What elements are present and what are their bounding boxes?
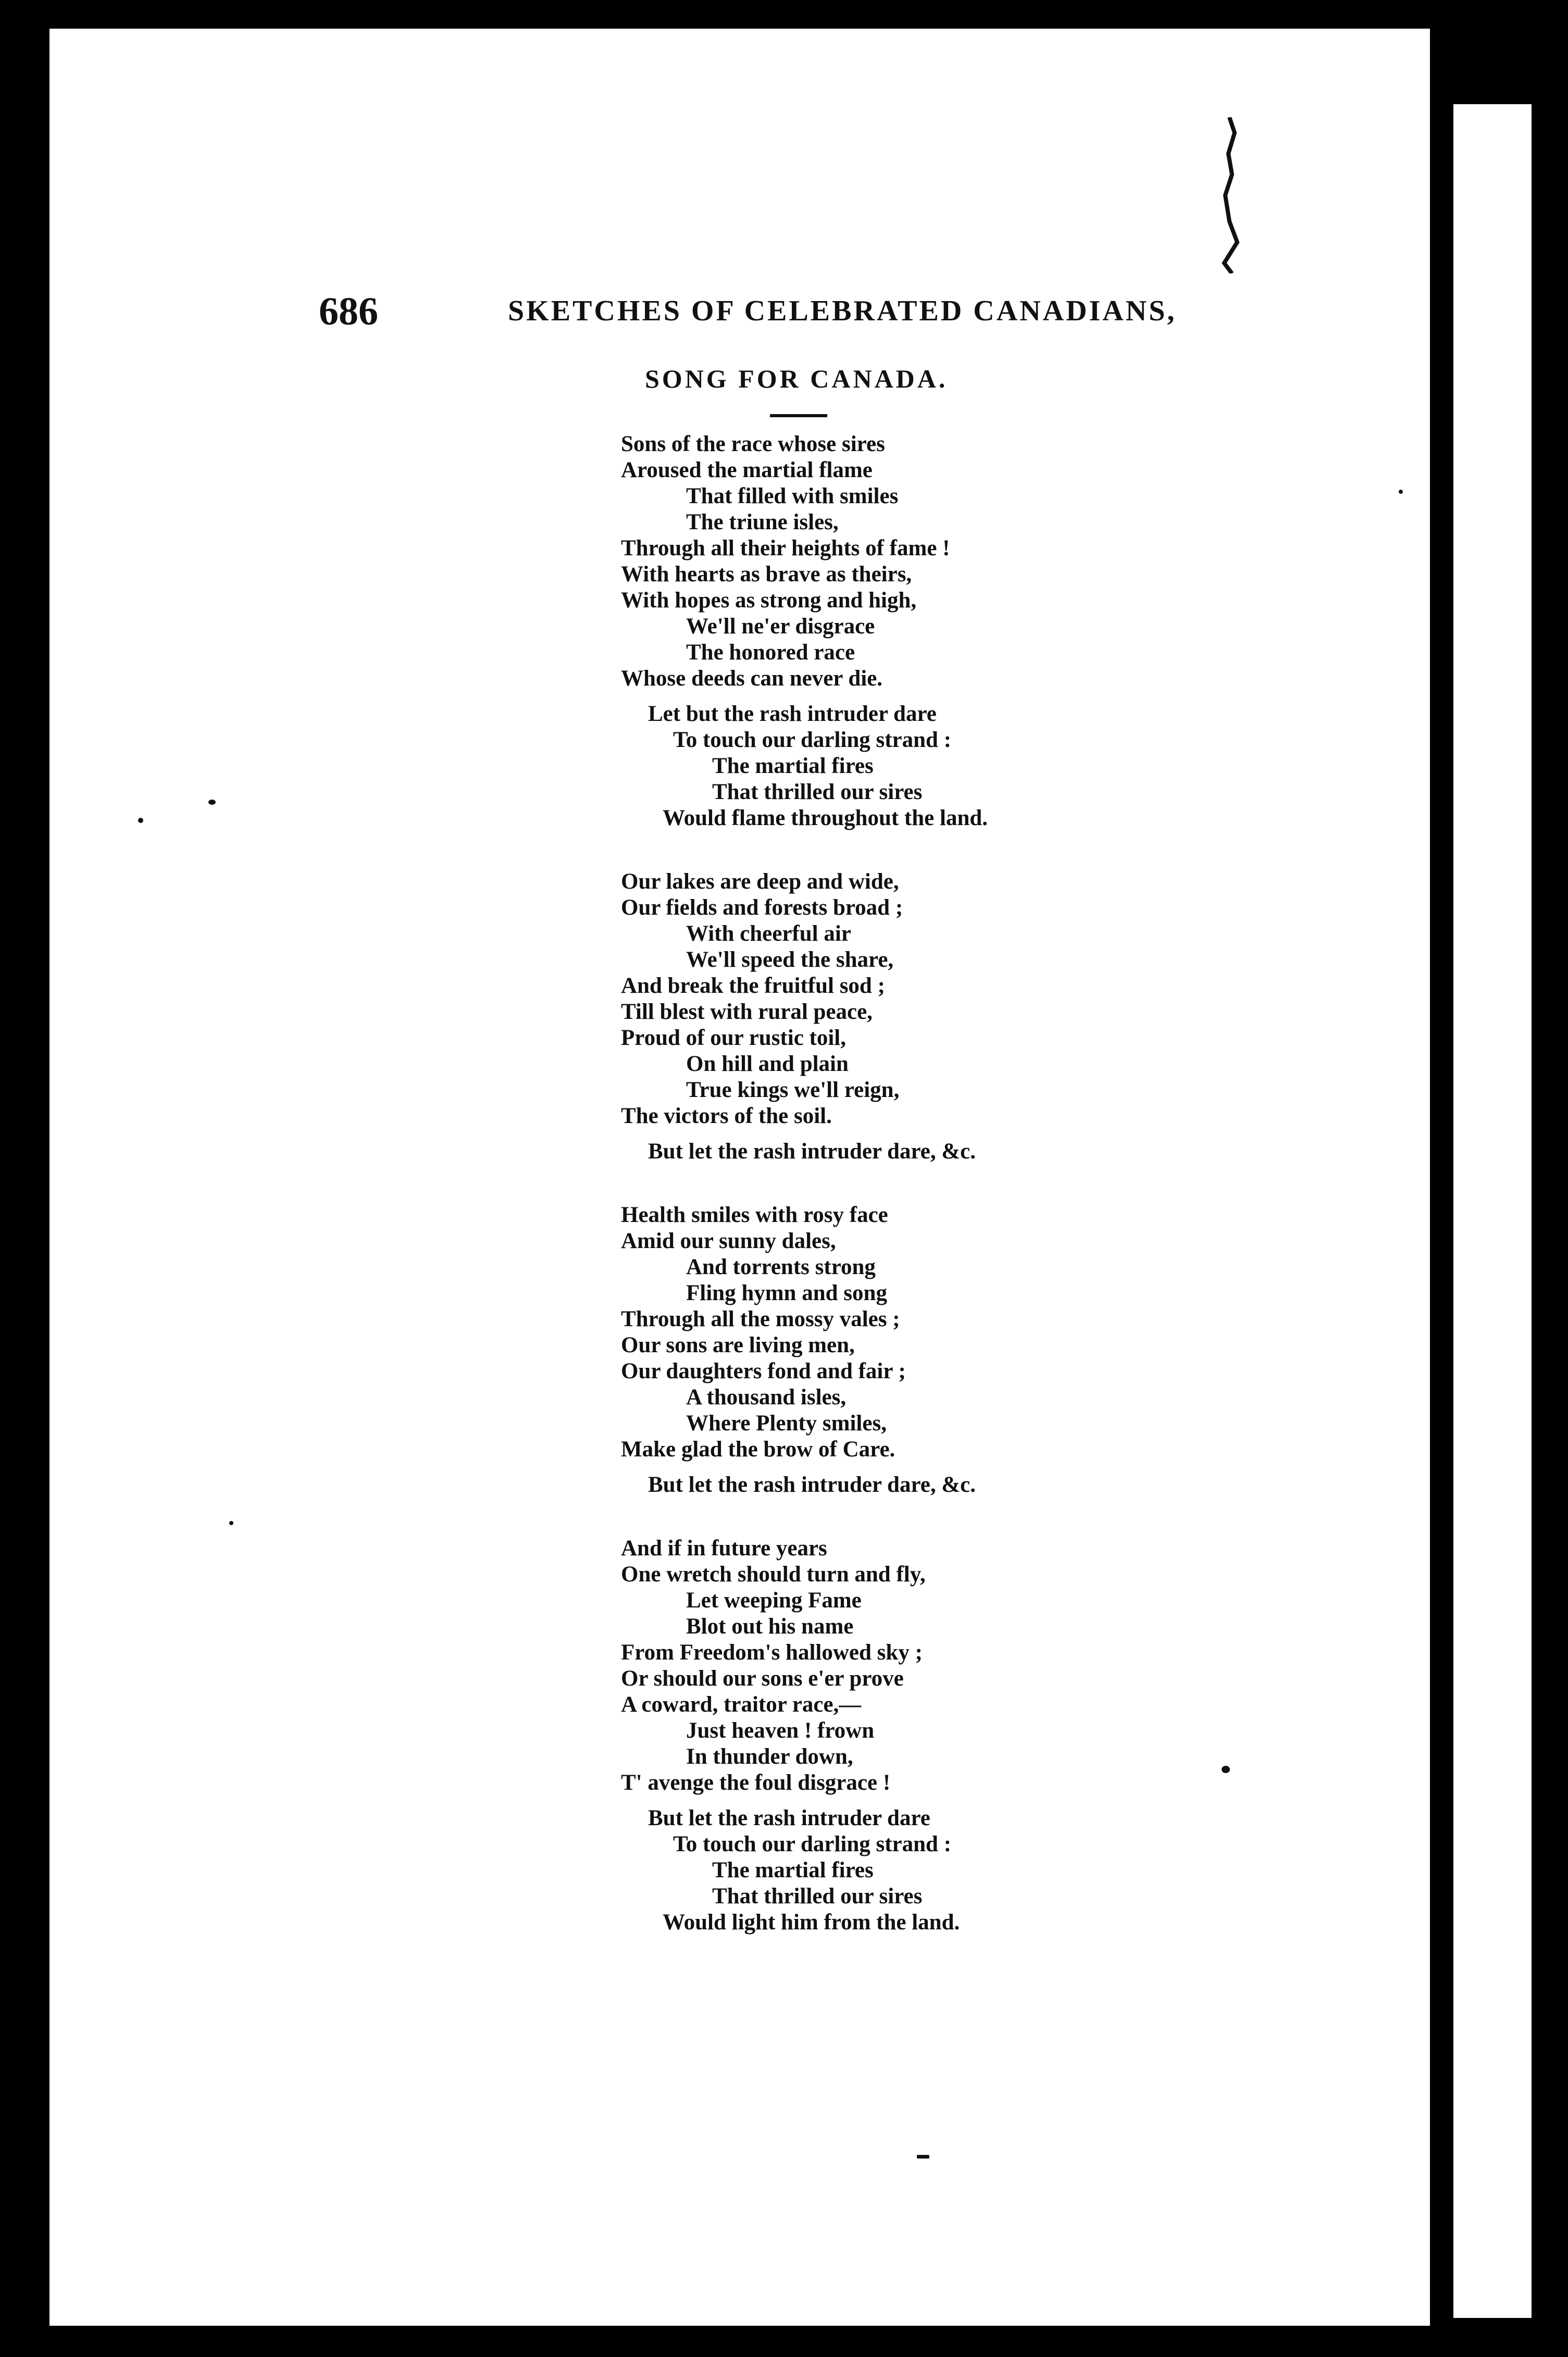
verse-line: Blot out his name (686, 1614, 854, 1639)
verse-line: One wretch should turn and fly, (621, 1562, 926, 1587)
verse-line: On hill and plain (686, 1052, 849, 1076)
poem-title: SONG FOR CANADA. (645, 364, 948, 393)
verse-line: Our lakes are deep and wide, (621, 869, 899, 894)
verse-line: Proud of our rustic toil, (621, 1026, 846, 1050)
verse-line: T' avenge the foul disgrace ! (621, 1770, 891, 1795)
verse-line: From Freedom's hallowed sky ; (621, 1640, 923, 1665)
verse-line: Our daughters fond and fair ; (621, 1359, 906, 1383)
verse-line: Fling hymn and song (686, 1281, 887, 1305)
verse-line: Our sons are living men, (621, 1333, 855, 1357)
verse-line: And break the fruitful sod ; (621, 974, 885, 998)
stanza-1 (621, 431, 1142, 831)
verse-line: Through all their heights of fame ! (621, 536, 950, 560)
verse-line: With hearts as brave as theirs, (621, 562, 912, 587)
verse-line: Sons of the race whose sires (621, 432, 885, 456)
binding-mark (1214, 117, 1245, 273)
verse-line: The honored race (686, 640, 855, 665)
chorus (621, 1805, 1142, 1936)
chorus-line: That thrilled our sires (712, 780, 923, 804)
chorus (621, 701, 1142, 831)
verse-line: Amid our sunny dales, (621, 1229, 836, 1253)
verse-line: The victors of the soil. (621, 1104, 832, 1128)
chorus-line: But let the rash intruder dare, &c. (648, 1473, 976, 1497)
stanza-3 (621, 1202, 1142, 1498)
verse-line: Aroused the martial flame (621, 458, 873, 482)
verse-line: We'll speed the share, (686, 947, 894, 972)
poem-body (621, 431, 1142, 1942)
stanza-2 (621, 869, 1142, 1165)
chorus-line: To touch our darling strand : (673, 728, 952, 752)
page-header (0, 289, 1568, 336)
title-rule (770, 414, 827, 417)
verse-line: Till blest with rural peace, (621, 1000, 873, 1024)
verse-line: True kings we'll reign, (686, 1078, 900, 1102)
verse-line: Health smiles with rosy face (621, 1203, 888, 1227)
ink-speck (229, 1521, 233, 1525)
verse-line: Whose deeds can never die. (621, 666, 883, 691)
stanza-4 (621, 1536, 1142, 1936)
page-number: 686 (319, 290, 378, 333)
ink-speck (917, 2155, 929, 2159)
verse-line: With hopes as strong and high, (621, 588, 917, 613)
running-head: SKETCHES OF CELEBRATED CANADIANS, (508, 295, 1177, 327)
verse-line: And if in future years (621, 1536, 827, 1561)
verse-line: With cheerful air (686, 921, 851, 946)
verse-line: Or should our sons e'er prove (621, 1666, 904, 1691)
verse-line: And torrents strong (686, 1255, 876, 1279)
chorus-line: But let the rash intruder dare, &c. (648, 1139, 976, 1164)
chorus-line: Would light him from the land. (663, 1910, 960, 1935)
chorus-line: The martial fires (712, 1858, 874, 1882)
chorus-line: But let the rash intruder dare (648, 1806, 930, 1830)
verse-line: Our fields and forests broad ; (621, 895, 903, 920)
chorus-line: Let but the rash intruder dare (648, 702, 937, 726)
ink-speck (1222, 1766, 1230, 1773)
page-edge (1453, 104, 1532, 2318)
verse-line: In thunder down, (686, 1744, 853, 1769)
chorus-line: To touch our darling strand : (673, 1832, 952, 1856)
chorus (621, 1472, 1142, 1498)
chorus (621, 1139, 1142, 1165)
verse-line: We'll ne'er disgrace (686, 614, 875, 639)
chorus-line: That thrilled our sires (712, 1884, 923, 1909)
verse-line: That filled with smiles (686, 484, 899, 508)
verse-line: Where Plenty smiles, (686, 1411, 887, 1436)
verse-line: Let weeping Fame (686, 1588, 862, 1613)
verse-line: Make glad the brow of Care. (621, 1437, 895, 1462)
verse-line: A coward, traitor race,— (621, 1692, 862, 1717)
verse-line: Just heaven ! frown (686, 1718, 875, 1743)
verse-line: The triune isles, (686, 510, 839, 534)
ink-speck (138, 818, 143, 823)
chorus-line: Would flame throughout the land. (663, 806, 988, 830)
ink-speck (208, 800, 216, 805)
chorus-line: The martial fires (712, 754, 874, 778)
ink-speck (1399, 490, 1403, 494)
verse-line: A thousand isles, (686, 1385, 847, 1410)
verse-line: Through all the mossy vales ; (621, 1307, 900, 1331)
